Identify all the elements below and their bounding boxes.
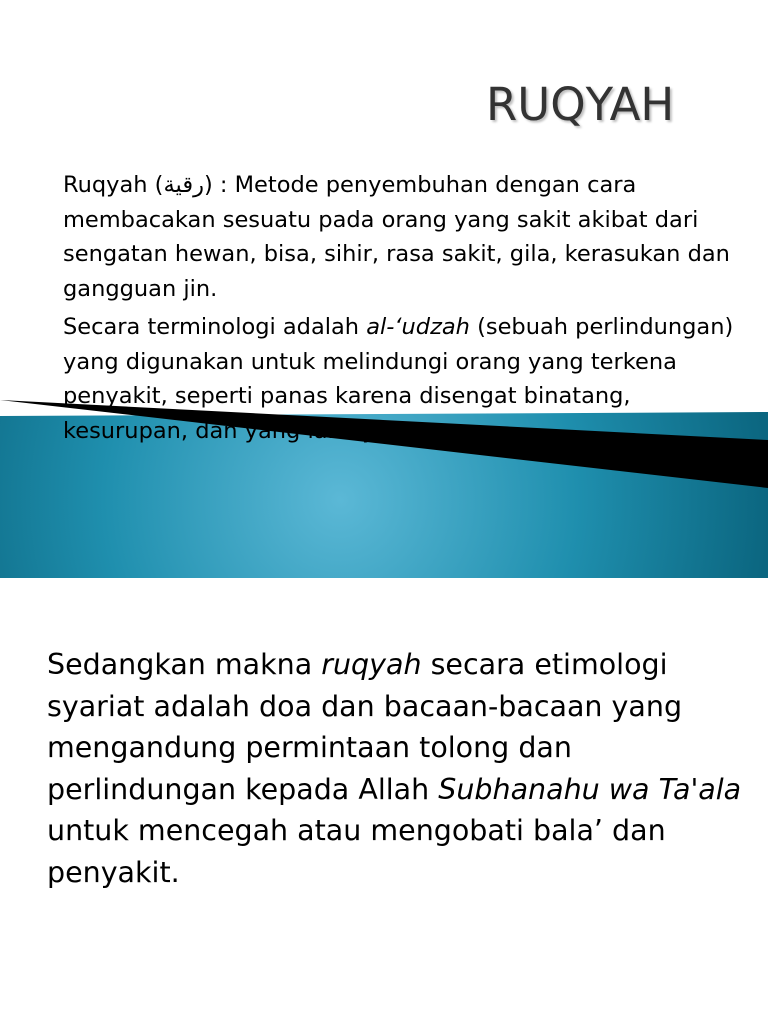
- term-al-udzah: al-‘udzah: [366, 314, 470, 340]
- etymology-intro: Sedangkan makna: [47, 648, 313, 681]
- term-subhanahu: Subhanahu wa Ta'ala: [438, 772, 742, 806]
- slide-two: [0, 578, 768, 1024]
- slide-title: RUQYAH: [486, 78, 675, 131]
- definition-paragraph: Ruqyah (رقية) : Metode penyembuhan dengan cara membacakan sesuatu pada orang yang sakit akibat dari sengatan hewan, bisa, sihir, rasa sakit, gila, kerasukan dan gangguan jin.: [63, 172, 730, 302]
- etymology-paragraph: [47, 644, 747, 894]
- etymology-ending: untuk mencegah atau mengobati bala’ dan penyakit.: [47, 814, 666, 889]
- arabic-term: رقية: [163, 172, 204, 198]
- terminology-text: (sebuah perlindungan) yang digunakan untuk melindungi orang yang terkena penyakit, seperti panas karena disengat binatang, kesurupan, dan yang lainnya.: [63, 314, 734, 444]
- term-ruqyah-italic: ruqyah: [321, 648, 422, 681]
- terminology-intro: Secara terminologi adalah: [63, 314, 360, 340]
- definition-text: : Metode penyembuhan dengan cara membacakan sesuatu pada orang yang sakit akibat dari sengatan hewan, bisa, sihir, rasa sakit, gila, kerasukan dan gangguan jin.: [63, 172, 730, 302]
- etymology-text: secara etimologi syariat adalah doa dan bacaan-bacaan yang mengandung permintaan tolong dan perlindungan kepada Allah: [47, 648, 683, 806]
- term-ruqyah: Ruqyah: [63, 172, 148, 198]
- terminology-paragraph: [63, 310, 753, 448]
